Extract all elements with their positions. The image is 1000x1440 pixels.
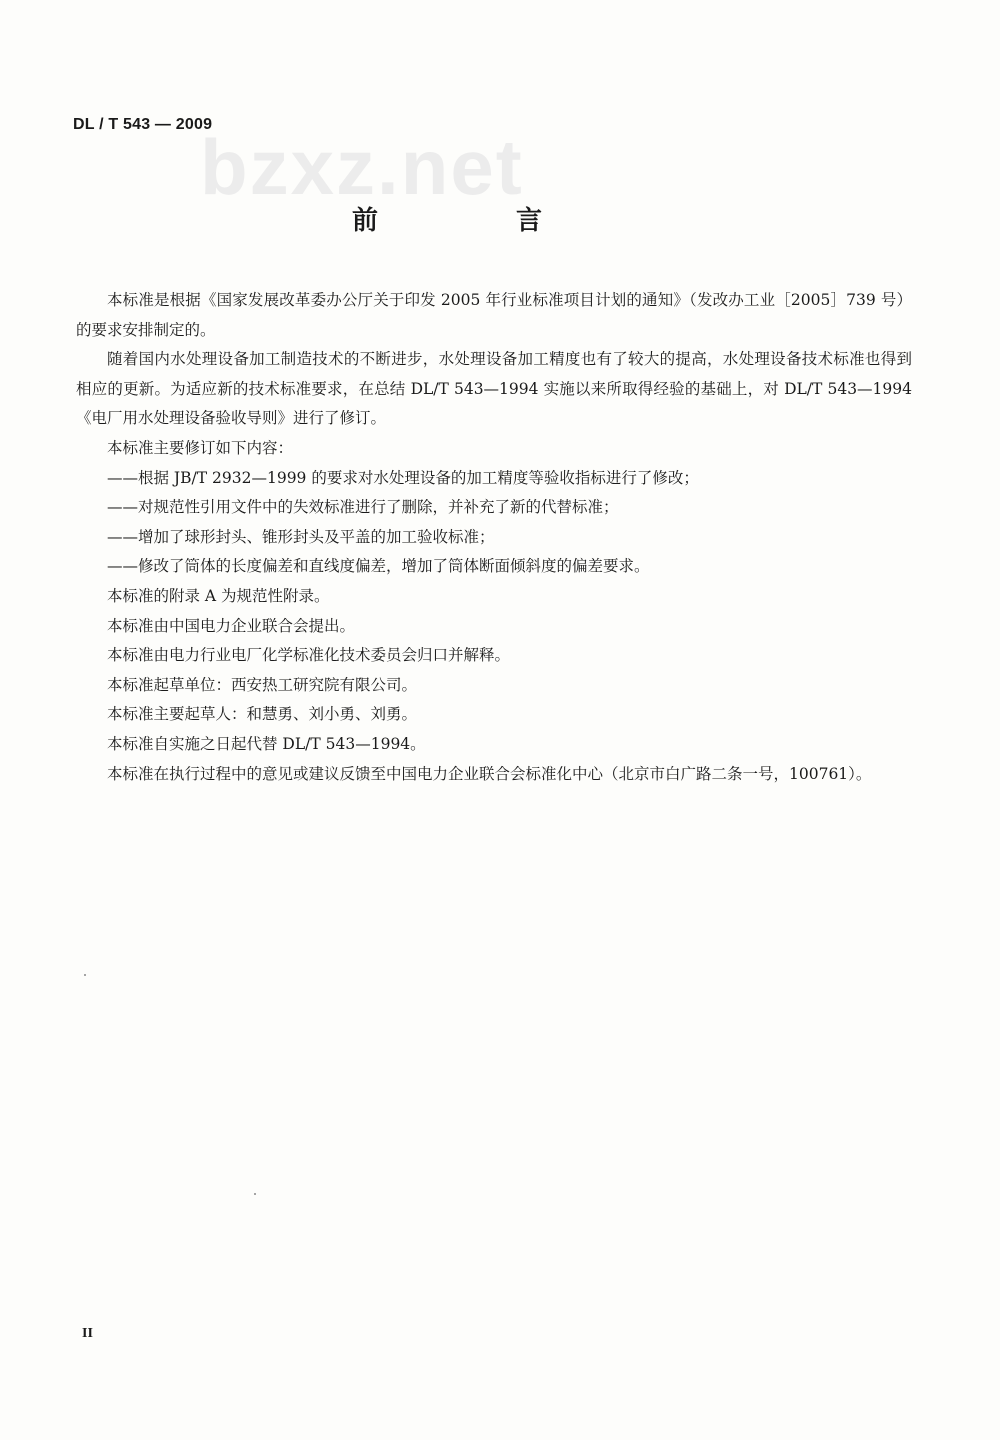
page-number: II	[82, 1326, 93, 1341]
revision-item: ——增加了球形封头、锥形封头及平盖的加工验收标准；	[107, 527, 495, 546]
paragraph-drafting-unit: 本标准起草单位：西安热工研究院有限公司。	[107, 675, 418, 694]
scan-speck	[84, 974, 86, 976]
revision-item: ——对规范性引用文件中的失效标准进行了删除，并补充了新的代替标准；	[107, 498, 619, 517]
paragraph-feedback: 本标准在执行过程中的意见或建议反馈至中国电力企业联合会标准化中心（北京市白广路二条一号，100761）。	[107, 764, 872, 783]
paragraph-plan-basis: 本标准是根据《国家发展改革委办公厅关于印发 2005 年行业标准项目计划的通知》（发改办工业［2005］739 号）的要求安排制定的。	[76, 291, 912, 339]
revision-item: ——根据 JB/T 2932—1999 的要求对水处理设备的加工精度等验收指标进行了修改；	[107, 468, 699, 487]
page-title: 前 言	[351, 206, 598, 236]
paragraph-committee: 本标准由电力行业电厂化学标准化技术委员会归口并解释。	[107, 646, 511, 665]
standard-number: DL / T 543 — 2009	[73, 116, 213, 133]
paragraph-proposer: 本标准由中国电力企业联合会提出。	[107, 616, 356, 635]
paragraph-annex: 本标准的附录 A 为规范性附录。	[107, 586, 330, 605]
paragraph-background: 随着国内水处理设备加工制造技术的不断进步，水处理设备加工精度也有了较大的提高，水处理设备技术标准也得到相应的更新。为适应新的技术标准要求，在总结 DL/T 543—1994 实施以来所取得经验的基础上，对 DL/T 543—1994《电厂用水处理设备验收导则》进行了修订。	[76, 350, 912, 428]
scan-speck	[254, 1193, 256, 1195]
paragraph-revisions-intro: 本标准主要修订如下内容：	[107, 438, 294, 457]
revision-item: ——修改了筒体的长度偏差和直线度偏差，增加了筒体断面倾斜度的偏差要求。	[107, 557, 650, 576]
foreword-body	[76, 286, 912, 789]
paragraph-drafters: 本标准主要起草人：和慧勇、刘小勇、刘勇。	[107, 705, 418, 724]
paragraph-replaces: 本标准自实施之日起代替 DL/T 543—1994。	[107, 734, 426, 753]
watermark: bzxz.net	[200, 123, 524, 211]
